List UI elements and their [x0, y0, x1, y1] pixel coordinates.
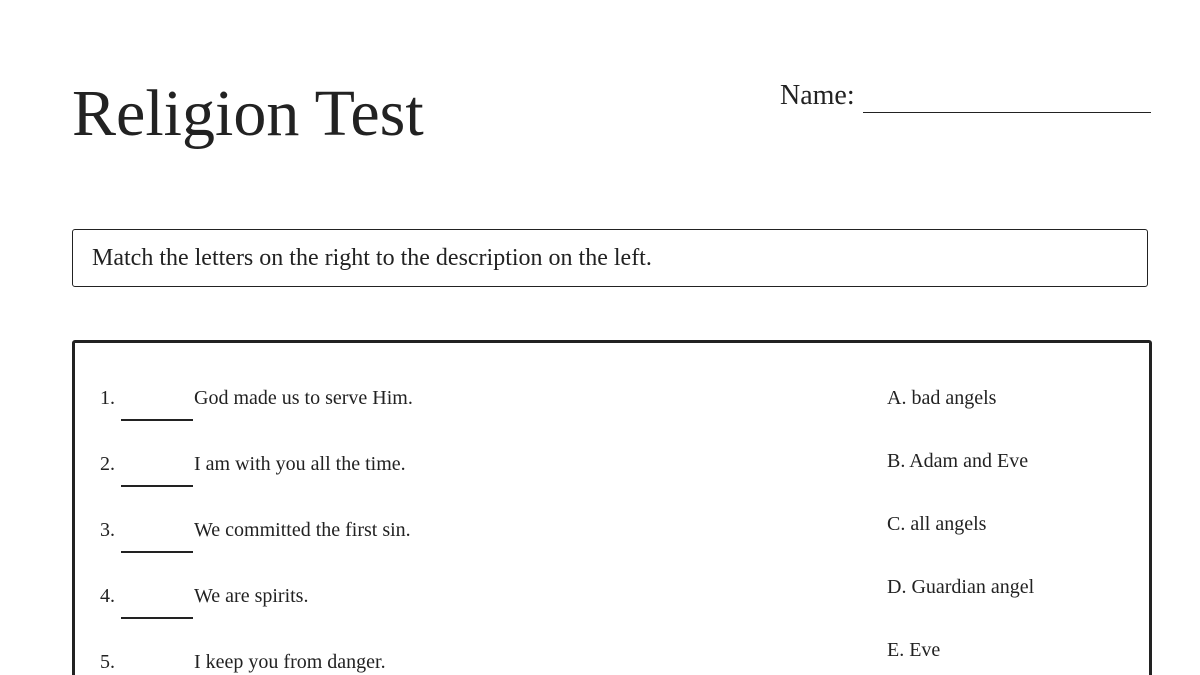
answer-option	[887, 383, 996, 413]
question-row	[100, 383, 413, 413]
question-text: We committed the first sin.	[194, 518, 411, 541]
answer-blank[interactable]	[121, 457, 193, 487]
question-row	[100, 449, 406, 479]
question-number: 2.	[100, 452, 115, 475]
answer-blank[interactable]	[121, 589, 193, 619]
instructions-text: Match the letters on the right to the description on the left.	[92, 244, 652, 271]
question-row	[100, 647, 386, 675]
name-label: Name:	[780, 80, 855, 111]
answer-blank[interactable]	[121, 648, 193, 675]
question-text: I keep you from danger.	[194, 650, 386, 673]
answer-option-text: E. Eve	[887, 638, 941, 661]
question-row	[100, 581, 308, 611]
answer-option-text: D. Guardian angel	[887, 575, 1035, 598]
answer-option	[887, 572, 1034, 602]
question-text: We are spirits.	[194, 584, 309, 607]
matching-section	[72, 340, 1152, 675]
answer-blank[interactable]	[121, 391, 193, 421]
question-text: God made us to serve Him.	[194, 386, 413, 409]
answer-option-text: C. all angels	[887, 512, 987, 535]
answer-blank[interactable]	[121, 523, 193, 553]
question-row	[100, 515, 411, 545]
question-number: 3.	[100, 518, 115, 541]
instructions-box	[72, 229, 1148, 287]
answer-option-text: A. bad angels	[887, 386, 997, 409]
page-title: Religion Test	[72, 77, 424, 150]
answer-option	[887, 446, 1028, 476]
question-text: I am with you all the time.	[194, 452, 406, 475]
question-number: 5.	[100, 650, 115, 673]
answer-option	[887, 635, 940, 665]
question-number: 1.	[100, 386, 115, 409]
name-field[interactable]	[863, 78, 1151, 113]
question-number: 4.	[100, 584, 115, 607]
answer-option	[887, 509, 986, 539]
name-field-group	[780, 78, 1151, 113]
answer-option-text: B. Adam and Eve	[887, 449, 1029, 472]
